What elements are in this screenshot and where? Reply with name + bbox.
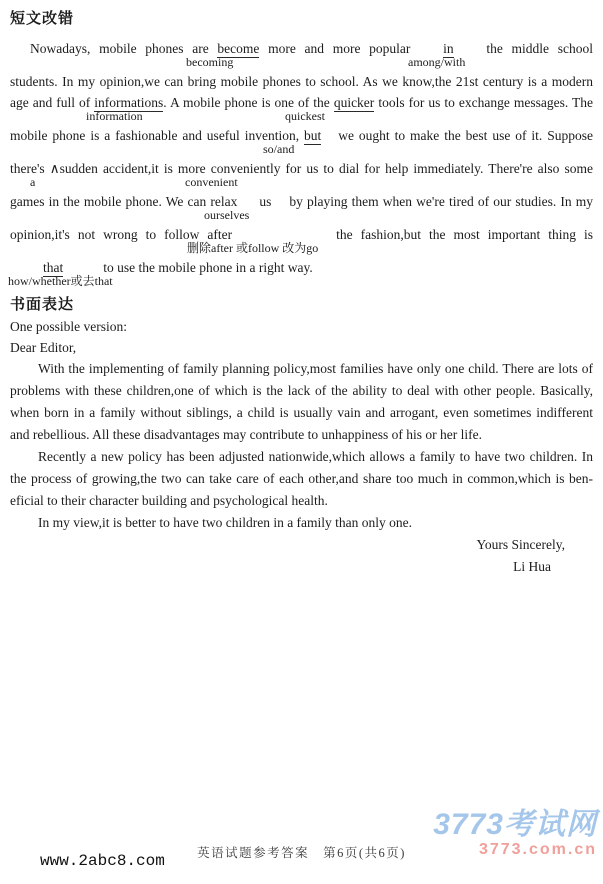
text-segment: . A mobile phone is one of the xyxy=(163,95,334,110)
correction-text: becoming xyxy=(186,55,234,69)
text-segment: opinion,it's not wrong to follow after xyxy=(10,227,233,242)
text-segment: mobile phone is a fashionable and useful invention, xyxy=(10,128,305,143)
letter-body xyxy=(10,358,593,534)
correction-text: so/and xyxy=(263,142,295,156)
text-segment: Recently a new policy has been adjusted nationwide,which allows a family to have two children. In xyxy=(38,449,593,464)
correction-text: among/with xyxy=(408,55,466,69)
text-line xyxy=(10,71,593,92)
text-segment: ∧ xyxy=(49,161,60,176)
section-title-error-correction: 短文改错 xyxy=(10,11,75,27)
text-line xyxy=(10,380,593,402)
text-line xyxy=(10,38,593,59)
correction-row xyxy=(10,241,593,257)
underlined-word: informations xyxy=(94,95,164,110)
correction-row xyxy=(10,55,593,71)
correction-text: 删除after 或follow 改为go xyxy=(187,241,319,255)
text-segment: games in the mobile phone. We can relax xyxy=(10,194,238,209)
underlined-word: in xyxy=(443,41,454,56)
text-segment: eficial to their character building and psychological health. xyxy=(10,493,328,508)
correction-text: quickest xyxy=(285,109,325,123)
text-segment: tools for us to exchange messages. The xyxy=(374,95,594,110)
text-segment: and rebellious. All these disadvantages may contribute to unhappiness of his or her life. xyxy=(10,427,483,442)
correction-row xyxy=(8,274,593,290)
text-line xyxy=(10,125,593,146)
text-segment: sudden accident,it is more conveniently for us to dial for help immediately. There're also some xyxy=(59,161,593,176)
correction-row xyxy=(10,142,593,158)
text-line xyxy=(10,512,593,534)
bottom-left-url: www.2abc8.com xyxy=(40,852,165,870)
correction-text: ourselves xyxy=(204,208,250,222)
text-line xyxy=(10,158,593,179)
underlined-word: but xyxy=(304,128,322,143)
underlined-word: that xyxy=(43,260,64,275)
watermark-site-name: 3773考试网 xyxy=(433,808,597,841)
text-line xyxy=(10,402,593,424)
text-segment: the process of growing,the two can take care of each other,and share too much in common,which is ben- xyxy=(10,471,593,486)
underlined-word: quicker xyxy=(333,95,375,110)
error-correction-passage xyxy=(10,38,593,290)
text-line xyxy=(10,358,593,380)
correction-row xyxy=(10,175,593,191)
underlined-word: become xyxy=(217,41,260,56)
text-segment: the middle school xyxy=(477,41,593,56)
text-segment: more and more popular xyxy=(259,41,420,56)
text-segment: we ought to make the best use of it. Suppose xyxy=(333,128,593,143)
correction-text: a xyxy=(30,175,36,189)
text-segment: to use the mobile phone in a right way. xyxy=(103,260,313,275)
text-segment: problems with these children,one of which is the lack of the ability to deal with other people. Basically, xyxy=(10,383,593,398)
text-segment: us xyxy=(259,194,272,209)
text-segment: by playing them when we're tired of our studies. In my xyxy=(289,194,593,209)
text-segment: when born in a family without siblings, a child is usually vain and arrogant, even sometimes indifferent xyxy=(10,405,593,420)
text-segment: In my view,it is better to have two children in a family than only one. xyxy=(38,515,413,530)
watermark-site-domain: 3773.com.cn xyxy=(478,841,597,858)
page-footer-text: 英语试题参考答案 第6页(共6页) xyxy=(197,846,406,860)
letter-closing: Yours Sincerely, xyxy=(476,537,565,552)
text-segment: Nowadays, mobile phones are xyxy=(30,41,218,56)
section-title-written-expression: 书面表达 xyxy=(10,297,75,313)
text-segment: the fashion,but the most important thing is xyxy=(336,227,593,242)
correction-row xyxy=(10,109,593,125)
text-segment: With the implementing of family planning policy,most families have only one child. There are lots of xyxy=(38,361,593,376)
correction-text: information xyxy=(86,109,143,123)
text-segment: age and full of xyxy=(10,95,95,110)
correction-text: convenient xyxy=(185,175,238,189)
text-segment: there's xyxy=(10,161,50,176)
letter-salutation: Dear Editor, xyxy=(10,340,77,355)
version-label: One possible version: xyxy=(10,319,127,334)
text-line xyxy=(10,490,593,512)
watermark xyxy=(433,810,597,858)
correction-row xyxy=(10,208,593,224)
letter-signature: Li Hua xyxy=(513,559,551,574)
text-line xyxy=(10,191,593,212)
text-segment: students. In my opinion,we can bring mobile phones to school. As we know,the 21st century is a modern xyxy=(10,74,593,89)
text-line xyxy=(10,446,593,468)
correction-text: how/whether或去that xyxy=(8,274,113,288)
text-line xyxy=(10,468,593,490)
text-line xyxy=(10,424,593,446)
